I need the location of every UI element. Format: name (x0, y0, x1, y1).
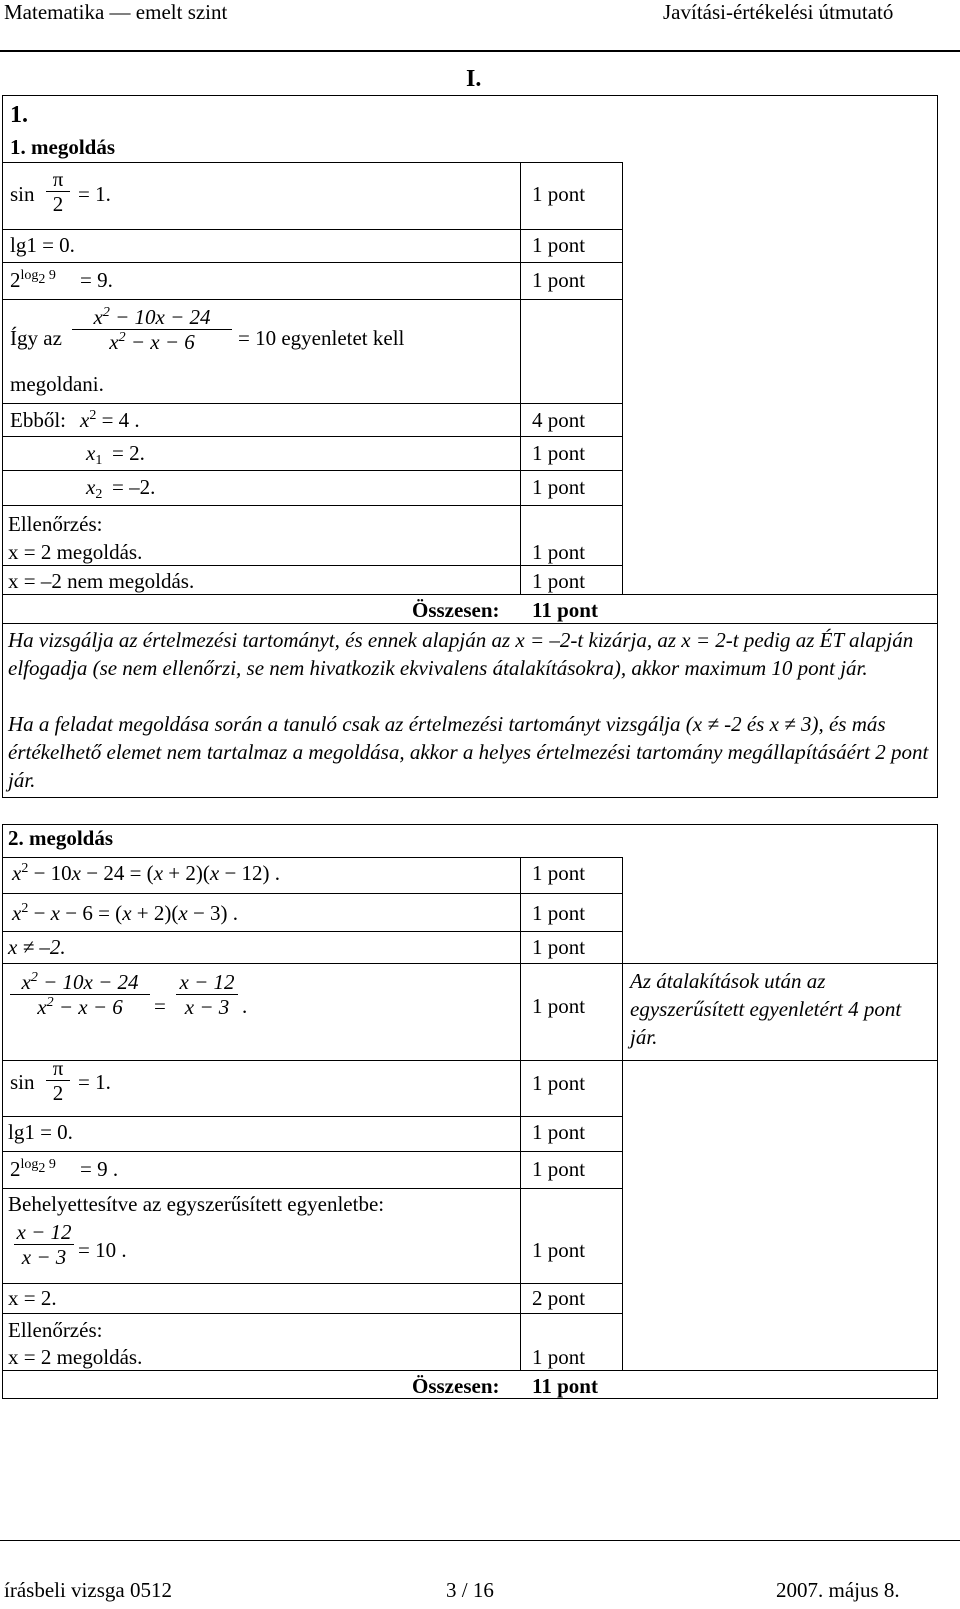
total-points: 11 pont (532, 598, 598, 622)
equation-fraction: $\frac{x^2 - 10x - 24}{x^2 - x - 6}$ (72, 305, 232, 354)
sin-result: = 1. (78, 1070, 111, 1094)
simplify-rhs-fraction: $\frac{x - 12}{x - 3}$ (176, 970, 238, 1019)
factorization-1: $x^2 - 10x - 24 = (x + 2)(x - 12)$ . (12, 861, 281, 885)
pi-over-2-fraction: $\frac{\pi}{2}$ (46, 167, 70, 216)
check-label: Ellenőrzés: (8, 512, 103, 536)
check-valid: x = 2 megoldás. (8, 540, 143, 564)
points: 1 pont (532, 994, 586, 1018)
pi-over-2-fraction: $\frac{\pi}{2}$ (46, 1056, 70, 1105)
lg-expression: lg1 = 0. (8, 1120, 73, 1144)
sin-label: sin (10, 1070, 35, 1094)
x1-value: = 2. (112, 441, 145, 465)
page-header (0, 0, 960, 36)
points: 1 pont (532, 1120, 586, 1144)
points: 1 pont (532, 182, 586, 206)
check-label: Ellenőrzés: (8, 1318, 103, 1342)
grading-note-2: Ha a feladat megoldása során a tanuló csak az értelmezési tartományt vizsgálja (x ≠ -2 és x ≠ 3), és más értékelhető elemet nem tartalmaz a megoldása, akkor a helyes értelmezési tartomány megállapításáért 2 pont jár. (8, 712, 929, 792)
points: 1 pont (532, 1345, 586, 1369)
section-number: I. (466, 66, 482, 92)
points: 1 pont (532, 268, 586, 292)
check-valid: x = 2 megoldás. (8, 1345, 143, 1369)
points: 1 pont (532, 569, 586, 593)
footer-left: írásbeli vizsga 0512 (4, 1578, 172, 1602)
x-squared-eq: $x^2 = 4$ . (80, 408, 140, 432)
total-label: Összesen: (412, 1374, 500, 1398)
power-expression: $2^{log_2 9}$ (10, 268, 56, 292)
equation-intro: Így az (10, 326, 62, 350)
result-x: x = 2. (8, 1286, 57, 1310)
grading-note-1: Ha vizsgálja az értelmezési tartományt, és ennek alapján az x = –2-t kizárja, az x = 2-t pedig az ÉT alapján elfogadja (se nem ellenőrzi, se nem hivatkozik ekvivalens átalakításokra), akkor maximum 10 pont jár. (8, 628, 914, 680)
points: 1 pont (532, 233, 586, 257)
factorization-2: $x^2 - x - 6 = (x + 2)(x - 3)$ . (12, 901, 239, 925)
points: 1 pont (532, 901, 586, 925)
domain-condition: x ≠ –2. (8, 935, 66, 959)
header-left: Matematika — emelt szint (4, 0, 228, 24)
footer-date: 2007. május 8. (776, 1578, 900, 1602)
lg-expression: lg1 = 0. (10, 233, 75, 257)
power-result: = 9. (80, 268, 113, 292)
period: . (242, 994, 248, 1018)
points: 1 pont (532, 1157, 586, 1181)
x1-label: $x_1$ (86, 441, 103, 468)
side-note: Az átalakítások után az egyszerűsített egyenletért 4 pont jár. (630, 969, 902, 1049)
total-points: 11 pont (532, 1374, 598, 1398)
points: 1 pont (532, 1071, 586, 1095)
ebbol-label: Ebből: (10, 408, 66, 432)
check-invalid: x = –2 nem megoldás. (8, 569, 195, 593)
points: 1 pont (532, 1238, 586, 1262)
x2-label: $x_2$ (86, 475, 103, 502)
task-number: 1. (10, 102, 28, 128)
equals-sign: = (154, 994, 166, 1018)
total-label: Összesen: (412, 598, 500, 622)
substitution-text: Behelyettesítve az egyszerűsített egyenletbe: (8, 1192, 385, 1216)
page-number: 3 / 16 (446, 1578, 494, 1602)
power-expression: $2^{log_2 9}$ (10, 1157, 56, 1181)
substituted-rhs: = 10 . (78, 1238, 127, 1262)
solution1-title: 1. megoldás (10, 135, 115, 159)
equation-tail: megoldani. (10, 372, 104, 396)
sin-result: = 1. (78, 182, 111, 206)
x2-value: = –2. (112, 475, 156, 499)
header-right: Javítási-értékelési útmutató (663, 0, 894, 24)
header-rule (0, 50, 960, 52)
equation-rhs: = 10 egyenletet kell (238, 326, 405, 350)
footer-rule (0, 1540, 960, 1541)
points: 1 pont (532, 540, 586, 564)
solution2-title: 2. megoldás (8, 826, 113, 850)
power-result: = 9 . (80, 1157, 119, 1181)
simplify-lhs-fraction: $\frac{x^2 - 10x - 24}{x^2 - x - 6}$ (10, 970, 150, 1019)
points: 2 pont (532, 1286, 586, 1310)
points: 1 pont (532, 475, 586, 499)
points: 1 pont (532, 935, 586, 959)
points: 1 pont (532, 861, 586, 885)
points: 4 pont (532, 408, 586, 432)
sin-label: sin (10, 182, 35, 206)
points: 1 pont (532, 441, 586, 465)
substituted-fraction: $\frac{x - 12}{x - 3}$ (14, 1220, 74, 1269)
